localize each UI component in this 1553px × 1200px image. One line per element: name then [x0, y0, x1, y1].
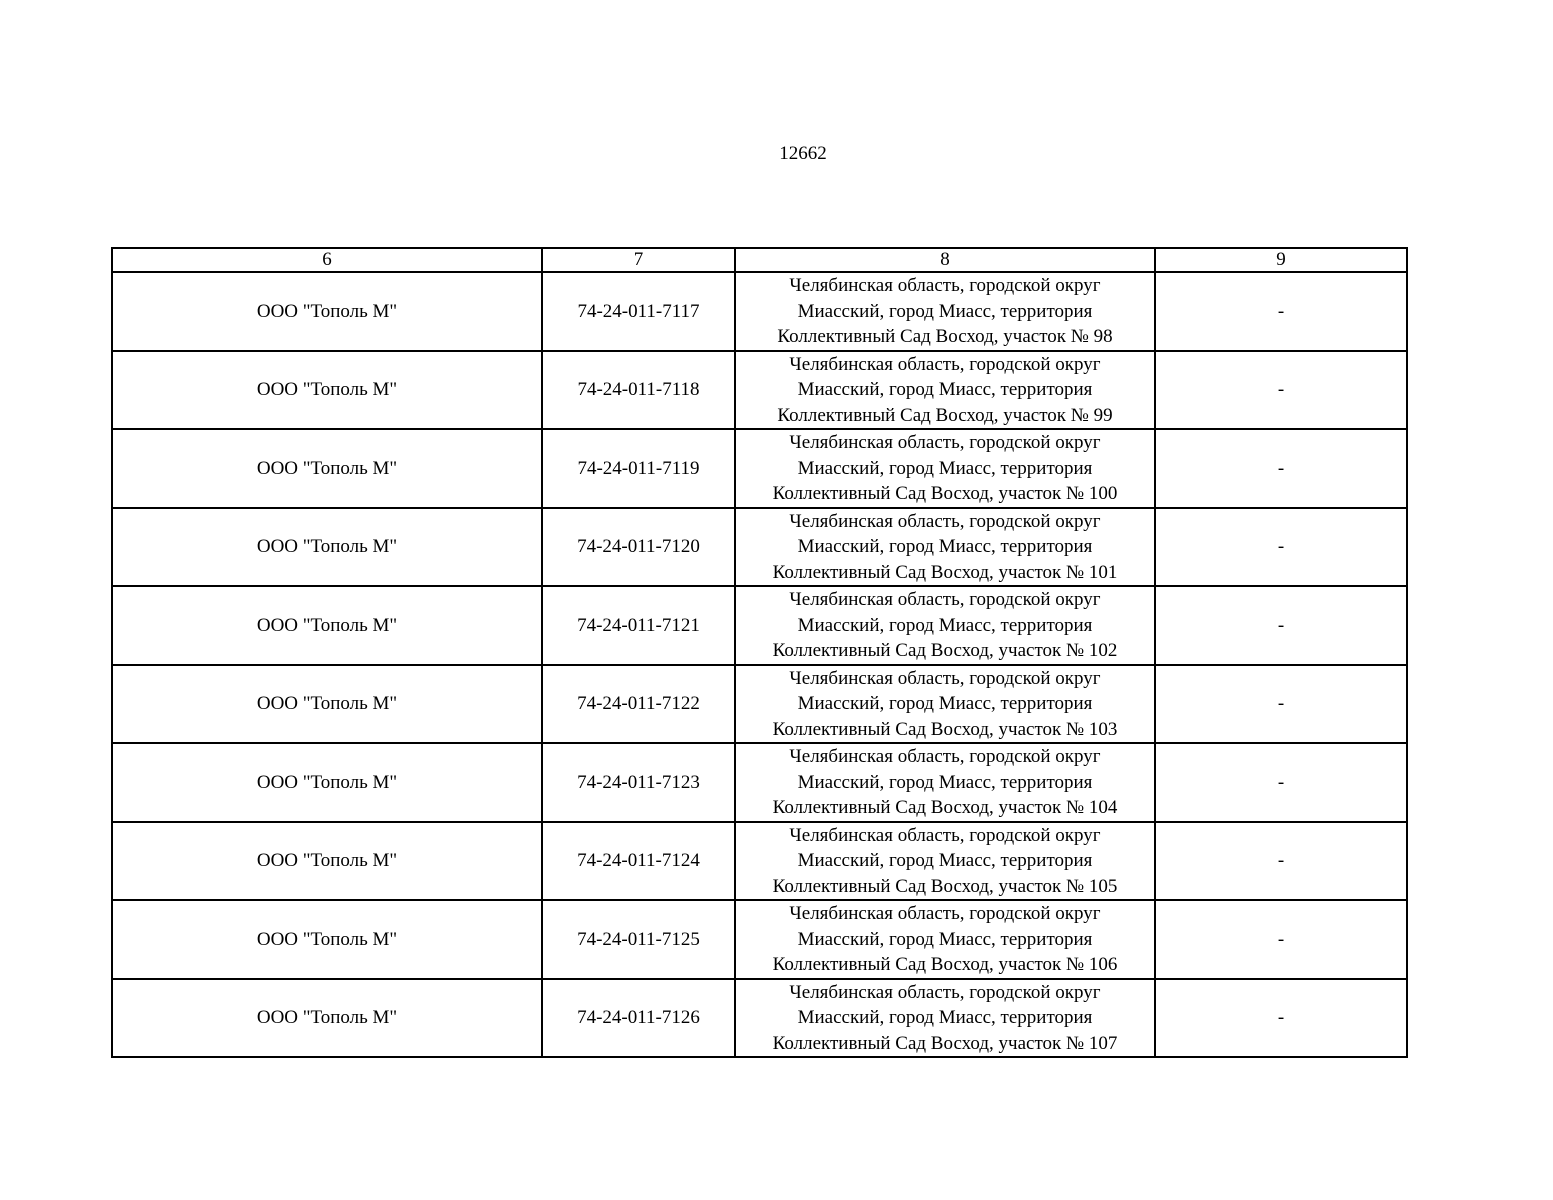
address-cell: [735, 665, 1155, 744]
owner-cell: ООО "Тополь М": [112, 900, 542, 979]
address-cell: [735, 508, 1155, 587]
address-line: Челябинская область, городской округ: [789, 667, 1101, 689]
cadastral-number-cell: 74-24-011-7118: [542, 351, 735, 430]
address-cell: [735, 351, 1155, 430]
owner-cell: ООО "Тополь М": [112, 351, 542, 430]
page-number: 12662: [779, 143, 827, 164]
cadastral-number-cell: 74-24-011-7122: [542, 665, 735, 744]
address-line: Коллективный Сад Восход, участок № 107: [772, 1032, 1118, 1054]
cadastral-number-cell: 74-24-011-7117: [542, 272, 735, 351]
table-row: [112, 429, 1407, 508]
address-line: Коллективный Сад Восход, участок № 106: [772, 954, 1118, 975]
cadastral-number-cell: 74-24-011-7125: [542, 900, 735, 979]
address-line: Коллективный Сад Восход, участок № 100: [772, 483, 1118, 504]
table-row: [112, 822, 1407, 901]
cadastral-number-cell: 74-24-011-7124: [542, 822, 735, 901]
note-cell: -: [1155, 665, 1407, 744]
table-row: [112, 351, 1407, 430]
table-row: [112, 665, 1407, 744]
owner-cell: ООО "Тополь М": [112, 508, 542, 587]
address-line: Коллективный Сад Восход, участок № 103: [772, 718, 1118, 740]
address-line: Миасский, город Миасс, территория: [797, 693, 1093, 714]
address-cell: [735, 900, 1155, 979]
note-cell: -: [1155, 900, 1407, 979]
address-line: Миасский, город Миасс, территория: [797, 850, 1093, 871]
column-number-7: 7: [542, 248, 735, 272]
address-line: Челябинская область, городской округ: [789, 589, 1101, 610]
address-line: Миасский, город Миасс, территория: [797, 1007, 1093, 1028]
address-line: Миасский, город Миасс, территория: [797, 457, 1093, 479]
owner-cell: ООО "Тополь М": [112, 429, 542, 508]
address-line: Миасский, город Миасс, территория: [797, 536, 1093, 557]
address-line: Коллективный Сад Восход, участок № 105: [772, 875, 1118, 897]
column-number-6: 6: [112, 248, 542, 272]
address-line: Миасский, город Миасс, территория: [797, 300, 1093, 322]
owner-cell: ООО "Тополь М": [112, 665, 542, 744]
address-cell: [735, 272, 1155, 351]
table-row: [112, 743, 1407, 822]
owner-cell: ООО "Тополь М": [112, 979, 542, 1058]
registry-table: [111, 247, 1408, 1058]
owner-cell: ООО "Тополь М": [112, 743, 542, 822]
address-cell: [735, 429, 1155, 508]
cadastral-number-cell: 74-24-011-7126: [542, 979, 735, 1058]
cadastral-number-cell: 74-24-011-7119: [542, 429, 735, 508]
address-cell: [735, 979, 1155, 1058]
address-line: Миасский, город Миасс, территория: [797, 614, 1093, 636]
address-line: Челябинская область, городской округ: [789, 510, 1101, 532]
address-line: Коллективный Сад Восход, участок № 104: [772, 797, 1118, 818]
cadastral-number-cell: 74-24-011-7121: [542, 586, 735, 665]
address-line: Челябинская область, городской округ: [789, 903, 1101, 924]
note-cell: -: [1155, 272, 1407, 351]
owner-cell: ООО "Тополь М": [112, 586, 542, 665]
table-row: [112, 586, 1407, 665]
table-row: [112, 979, 1407, 1058]
note-cell: -: [1155, 429, 1407, 508]
note-cell: -: [1155, 508, 1407, 587]
address-cell: [735, 822, 1155, 901]
address-line: Коллективный Сад Восход, участок № 99: [777, 404, 1113, 426]
address-line: Коллективный Сад Восход, участок № 102: [772, 640, 1118, 661]
address-line: Челябинская область, городской округ: [789, 981, 1101, 1003]
cadastral-number-cell: 74-24-011-7123: [542, 743, 735, 822]
cadastral-number-cell: 74-24-011-7120: [542, 508, 735, 587]
address-line: Челябинская область, городской округ: [789, 275, 1101, 296]
column-number-9: 9: [1155, 248, 1407, 272]
table-row: [112, 272, 1407, 351]
address-cell: [735, 586, 1155, 665]
owner-cell: ООО "Тополь М": [112, 822, 542, 901]
address-line: Миасский, город Миасс, территория: [797, 928, 1093, 950]
note-cell: -: [1155, 586, 1407, 665]
address-line: Миасский, город Миасс, территория: [797, 379, 1093, 400]
address-line: Челябинская область, городской округ: [789, 824, 1101, 846]
address-line: Челябинская область, городской округ: [789, 353, 1101, 375]
table-row: [112, 508, 1407, 587]
address-line: Миасский, город Миасс, территория: [797, 771, 1093, 793]
table-header-row: [112, 248, 1407, 272]
column-number-8: 8: [735, 248, 1155, 272]
owner-cell: ООО "Тополь М": [112, 272, 542, 351]
note-cell: -: [1155, 351, 1407, 430]
address-line: Коллективный Сад Восход, участок № 98: [777, 326, 1113, 347]
address-line: Челябинская область, городской округ: [789, 432, 1101, 453]
table-row: [112, 900, 1407, 979]
address-line: Челябинская область, городской округ: [789, 746, 1101, 767]
note-cell: -: [1155, 743, 1407, 822]
note-cell: -: [1155, 979, 1407, 1058]
address-line: Коллективный Сад Восход, участок № 101: [772, 561, 1118, 583]
note-cell: -: [1155, 822, 1407, 901]
address-cell: [735, 743, 1155, 822]
